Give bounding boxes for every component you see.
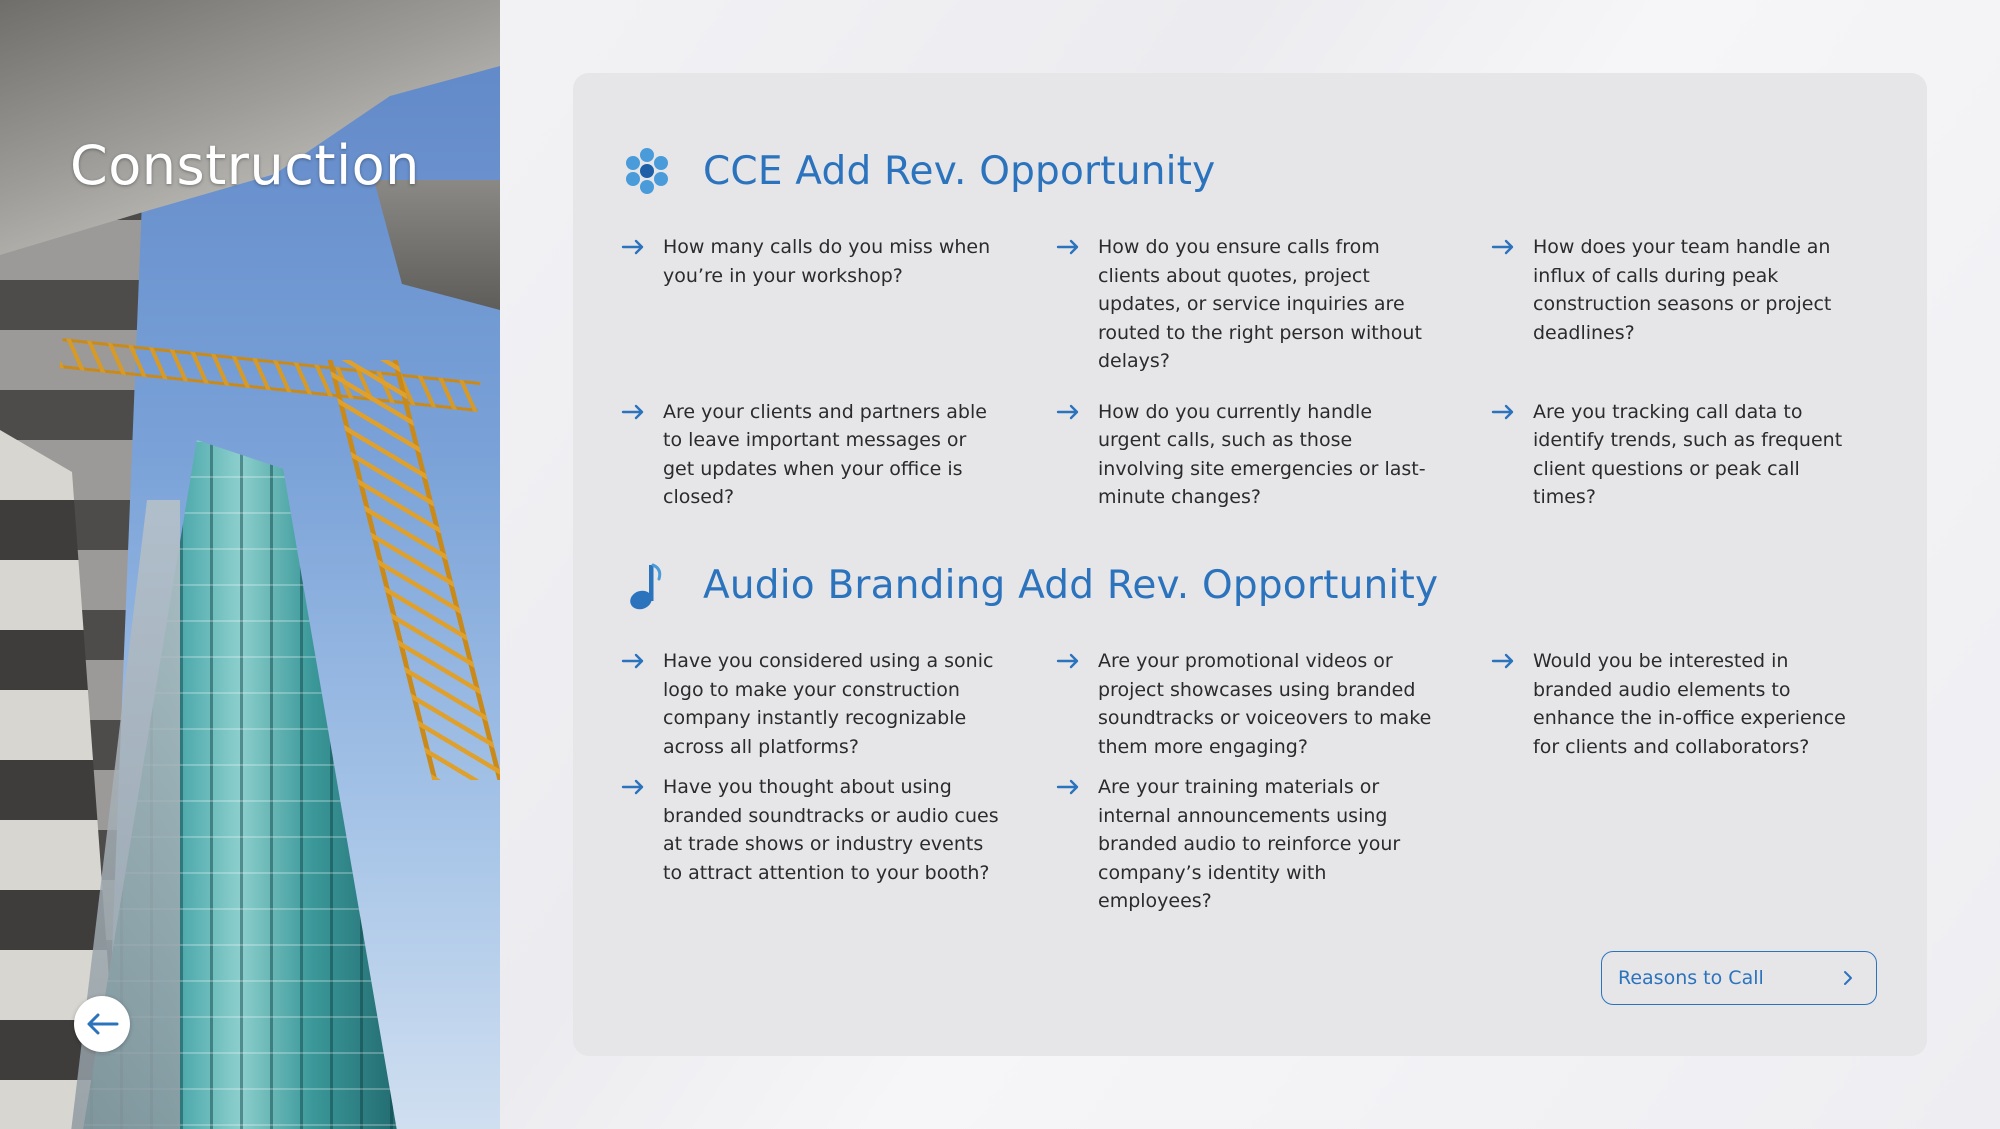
arrow-right-icon — [1056, 647, 1080, 675]
arrow-right-icon — [1056, 233, 1080, 261]
list-item — [1056, 398, 1491, 512]
list-item — [1056, 647, 1491, 761]
question-text: Have you considered using a sonic logo to make your construction company instantly recognizable across all platforms? — [663, 650, 994, 758]
question-text: Would you be interested in branded audio elements to enhance the in-office experience for clients and collaborators? — [1533, 650, 1846, 758]
arrow-right-icon — [621, 773, 645, 801]
arrow-right-icon — [621, 398, 645, 426]
hero-photo — [0, 0, 500, 1129]
question-text: How many calls do you miss when you’re in your workshop? — [663, 236, 991, 287]
section-title: CCE Add Rev. Opportunity — [703, 148, 1216, 194]
page-title: Construction — [70, 134, 420, 197]
reasons-to-call-label: Reasons to Call — [1618, 967, 1764, 989]
content-card — [573, 73, 1927, 1056]
arrow-right-icon — [621, 233, 645, 261]
list-item — [621, 647, 1056, 761]
question-text: How do you currently handle urgent calls, such as those involving site emergencies or last-minute changes? — [1098, 400, 1426, 508]
question-text: How do you ensure calls from clients about quotes, project updates, or service inquiries are routed to the right person without delays? — [1098, 236, 1422, 372]
list-item — [1491, 647, 1891, 761]
list-item — [621, 773, 1056, 916]
arrow-right-icon — [1491, 233, 1515, 261]
list-item — [1491, 398, 1891, 512]
back-button[interactable] — [74, 996, 130, 1052]
list-item — [1056, 233, 1491, 376]
chevron-right-icon — [1842, 969, 1854, 987]
arrow-right-icon — [1056, 773, 1080, 801]
list-item — [1056, 773, 1491, 916]
question-grid-cce — [621, 233, 1891, 512]
question-text: How does your team handle an influx of calls during peak construction seasons or project deadlines? — [1533, 236, 1832, 344]
list-item — [1491, 233, 1891, 376]
reasons-to-call-button[interactable] — [1601, 951, 1877, 1005]
flower-icon — [621, 145, 673, 197]
arrow-right-icon — [621, 647, 645, 675]
question-text: Are your training materials or internal announcements using branded audio to reinforce your company’s identity with employees? — [1098, 776, 1401, 912]
list-item — [621, 233, 1056, 376]
question-grid-audio — [621, 647, 1891, 916]
question-text: Are you tracking call data to identify trends, such as frequent client questions or peak call times? — [1533, 400, 1843, 508]
question-text: Are your clients and partners able to leave important messages or get updates when your office is closed? — [663, 400, 987, 508]
arrow-right-icon — [1491, 398, 1515, 426]
question-text: Have you thought about using branded soundtracks or audio cues at trade shows or industry events to attract attention to your booth? — [663, 776, 999, 884]
section-audio-header — [621, 559, 1438, 611]
photo-building-top-right — [360, 180, 500, 310]
section-title: Audio Branding Add Rev. Opportunity — [703, 562, 1439, 608]
question-text: Are your promotional videos or project showcases using branded soundtracks or voiceovers to make them more engaging? — [1098, 650, 1432, 758]
arrow-right-icon — [1056, 398, 1080, 426]
music-note-icon — [621, 559, 673, 611]
arrow-left-icon — [85, 1012, 119, 1036]
section-cce-header — [621, 145, 1215, 197]
list-item — [621, 398, 1056, 512]
arrow-right-icon — [1491, 647, 1515, 675]
photo-crane-mast — [328, 360, 500, 780]
